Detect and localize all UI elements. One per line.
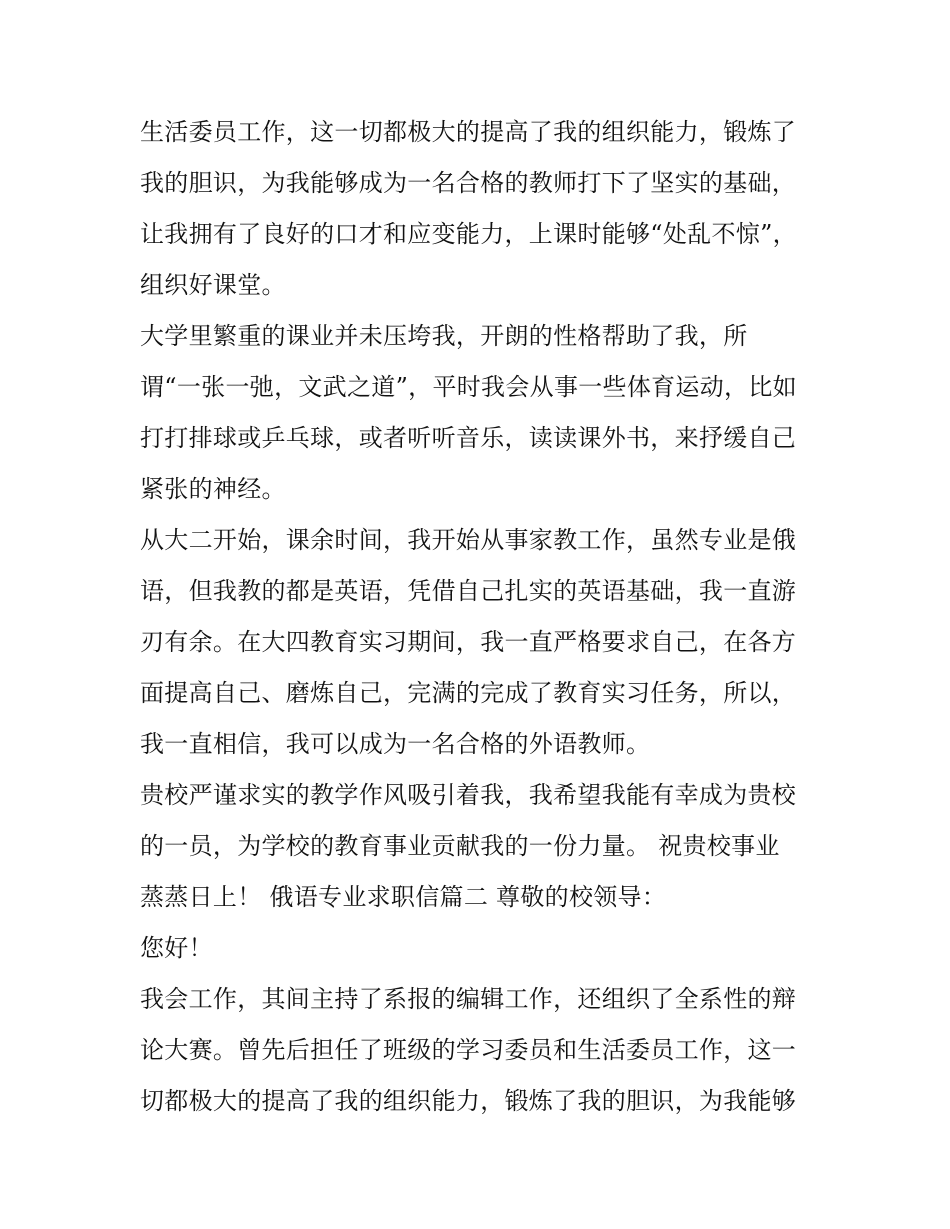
text-line: 大学里繁重的课业并未压垮我，开朗的性格帮助了我，所 xyxy=(140,322,748,350)
text-line: 蒸蒸日上！ 俄语专业求职信篇二 尊敬的校领导： xyxy=(140,883,667,911)
text-line: 我一直相信，我可以成为一名合格的外语教师。 xyxy=(140,730,651,758)
text-line: 刃有余。在大四教育实习期间，我一直严格要求自己，在各方 xyxy=(140,628,797,656)
document-body xyxy=(140,107,820,1127)
text-line: 生活委员工作，这一切都极大的提高了我的组织能力，锻炼了 xyxy=(140,118,797,146)
text-line: 打打排球或乒乓球，或者听听音乐，读读课外书，来抒缓自己 xyxy=(140,424,797,452)
text-line: 让我拥有了良好的口才和应变能力，上课时能够“处乱不惊”， xyxy=(140,220,797,248)
text-line: 谓“一张一弛，文武之道”，平时我会从事一些体育运动，比如 xyxy=(140,373,797,401)
text-line: 贵校严谨求实的教学作风吸引着我，我希望我能有幸成为贵校 xyxy=(140,781,797,809)
text-line: 面提高自己、磨炼自己，完满的完成了教育实习任务，所以， xyxy=(140,679,797,707)
text-line: 您好！ xyxy=(140,934,213,962)
text-line: 从大二开始，课余时间，我开始从事家教工作，虽然专业是俄 xyxy=(140,526,797,554)
text-line: 语，但我教的都是英语，凭借自己扎实的英语基础，我一直游 xyxy=(140,577,797,605)
text-line: 我的胆识，为我能够成为一名合格的教师打下了坚实的基础， xyxy=(140,169,797,197)
text-line: 我会工作，其间主持了系报的编辑工作，还组织了全系性的辩 xyxy=(140,985,797,1013)
text-line: 论大赛。曾先后担任了班级的学习委员和生活委员工作，这一 xyxy=(140,1036,797,1064)
text-line: 切都极大的提高了我的组织能力，锻炼了我的胆识，为我能够 xyxy=(140,1087,797,1115)
text-line: 的一员，为学校的教育事业贡献我的一份力量。 祝贵校事业 xyxy=(140,832,780,860)
text-line: 组织好课堂。 xyxy=(140,271,286,299)
text-line: 紧张的神经。 xyxy=(140,475,286,503)
